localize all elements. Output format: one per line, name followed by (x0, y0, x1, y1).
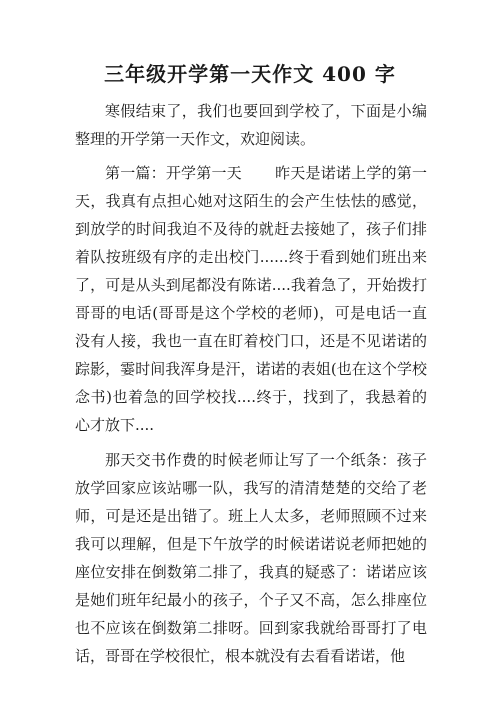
page-title: 三年级开学第一天作文 400 字 (104, 62, 396, 86)
section-1-heading: 第一篇：开学第一天 (105, 164, 242, 182)
body-paragraph: 那天交书作费的时候老师让写了一个纸条：孩子放学回家应该站哪一队，我写的清清楚楚的交给了老师，可是还是出错了。班上人太多，老师照顾不过来我可以理解，但是下午放学的时候诺诺说老师把她的座位安排在倒数第二排了，我真的疑惑了：诺诺应该是她们班年纪最小的孩子，个子又不高，怎么排座位也不应该在倒数第二排呀。回到家我就给哥哥打了电话，哥哥在学校很忙，根本就没有去看看诺诺，他 (75, 451, 427, 665)
intro-paragraph: 寒假结束了，我们也要回到学校了，下面是小编整理的开学第一天作文，欢迎阅读。 (75, 102, 427, 148)
article-body (75, 97, 427, 676)
section-1-text: 昨天是诺诺上学的第一天，我真有点担心她对这陌生的会产生怯怯的感觉，到放学的时间我迫不及待的就赶去接她了，孩子们排着队按班级有序的走出校门......终于看到她们班出来了，可是从头到尾都没有陈诺....我着急了，开始拨打哥哥的电话(哥哥是这个学校的老师)，可是电话一直没有人接，我也一直在盯着校门口，还是不见诺诺的踪影，霎时间我浑身是汗，诺诺的表姐(也在这个学校念书)也着急的回学校找....终于，找到了，我悬着的心才放下.... (75, 164, 427, 434)
section-1-paragraph (75, 159, 427, 439)
